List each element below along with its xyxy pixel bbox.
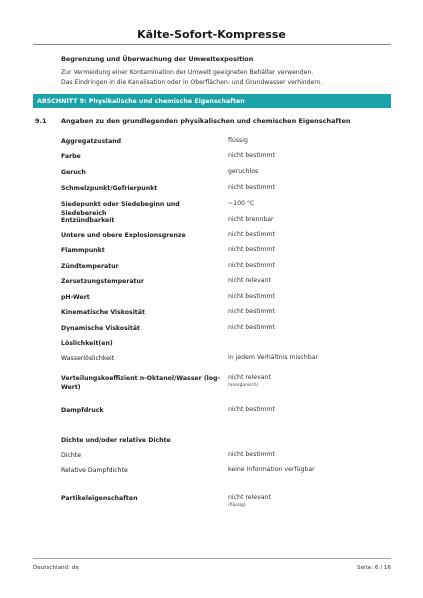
- footer-divider: [33, 558, 391, 559]
- property-label: Entzündbarkeit: [61, 217, 115, 224]
- footer-page-number: Seite: 6 / 16: [357, 565, 391, 571]
- footer-country: Deutschland: de: [33, 565, 79, 571]
- property-value: flüssig: [228, 137, 248, 144]
- subsection-number: 9.1: [35, 117, 47, 125]
- property-value: ~100 °C: [228, 200, 255, 207]
- property-label: Farbe: [61, 153, 81, 160]
- property-value: nicht relevant: [228, 494, 271, 501]
- property-label: Zündtemperatur: [61, 263, 119, 270]
- property-note: (anorganisch): [228, 383, 259, 388]
- property-label: Zersetzungstemperatur: [61, 278, 144, 285]
- property-label: Untere und obere Explosionsgrenze: [61, 232, 186, 239]
- property-value: geruchlos: [228, 168, 259, 175]
- property-label: Löslichkeit(en): [61, 340, 113, 347]
- property-value: nicht bestimmt: [228, 184, 275, 191]
- environment-line-2: Das Eindringen in die Kanalisation oder in Oberflächen- und Grundwasser verhindern.: [61, 78, 323, 86]
- property-label: Kinematische Viskosität: [61, 309, 145, 316]
- property-label: Geruch: [61, 169, 86, 176]
- property-value: nicht brennbar: [228, 216, 274, 223]
- property-label: Wasserlöslichkeit: [61, 355, 115, 362]
- title-divider: [33, 44, 391, 45]
- property-label: Flammpunkt: [61, 247, 105, 254]
- property-value: nicht relevant: [228, 277, 271, 284]
- property-label: Dichte: [61, 452, 82, 459]
- property-value: nicht bestimmt: [228, 152, 275, 159]
- property-value: nicht bestimmt: [228, 308, 275, 315]
- property-value: nicht bestimmt: [228, 231, 275, 238]
- property-value: nicht bestimmt: [228, 324, 275, 331]
- property-label: pH-Wert: [61, 294, 90, 301]
- section-header-bar: [33, 94, 391, 108]
- property-label: Schmelzpunkt/Gefrierpunkt: [61, 185, 158, 192]
- property-label: Verteilungskoeffizient n-Oktanol/Wasser (log-Wert): [61, 375, 221, 391]
- property-value: keine Information verfügbar: [228, 466, 315, 473]
- section-header-label: ABSCHNITT 9: Physikalische und chemische Eigenschaften: [37, 97, 245, 105]
- subsection-title: Angaben zu den grundlegenden physikalischen und chemischen Eigenschaften: [61, 117, 351, 125]
- property-value: nicht bestimmt: [228, 262, 275, 269]
- property-label: Siedepunkt oder Siedebeginn und Siedebereich: [61, 201, 180, 217]
- property-value: nicht bestimmt: [228, 293, 275, 300]
- environment-line-1: Zur Vermeidung einer Kontamination der Umwelt geeigneten Behälter verwenden.: [61, 69, 314, 76]
- property-label: Aggregatzustand: [61, 138, 122, 145]
- property-note: (flüssig): [228, 503, 246, 508]
- property-value: in jedem Verhältnis mischbar: [228, 354, 319, 361]
- property-value: nicht bestimmt: [228, 406, 275, 413]
- property-label: Partikeleigenschaften: [61, 495, 138, 502]
- property-label: Dynamische Viskosität: [61, 325, 141, 332]
- environment-heading: Begrenzung und Überwachung der Umweltexposition: [61, 55, 254, 63]
- property-value: nicht bestimmt: [228, 246, 275, 253]
- property-label: Dampfdruck: [61, 407, 104, 414]
- document-title: Kälte-Sofort-Kompresse: [137, 28, 286, 41]
- property-value: nicht bestimmt: [228, 451, 275, 458]
- property-label: Relative Dampfdichte: [61, 467, 128, 474]
- property-label: Dichte und/oder relative Dichte: [61, 437, 171, 444]
- property-value: nicht relevant: [228, 374, 271, 381]
